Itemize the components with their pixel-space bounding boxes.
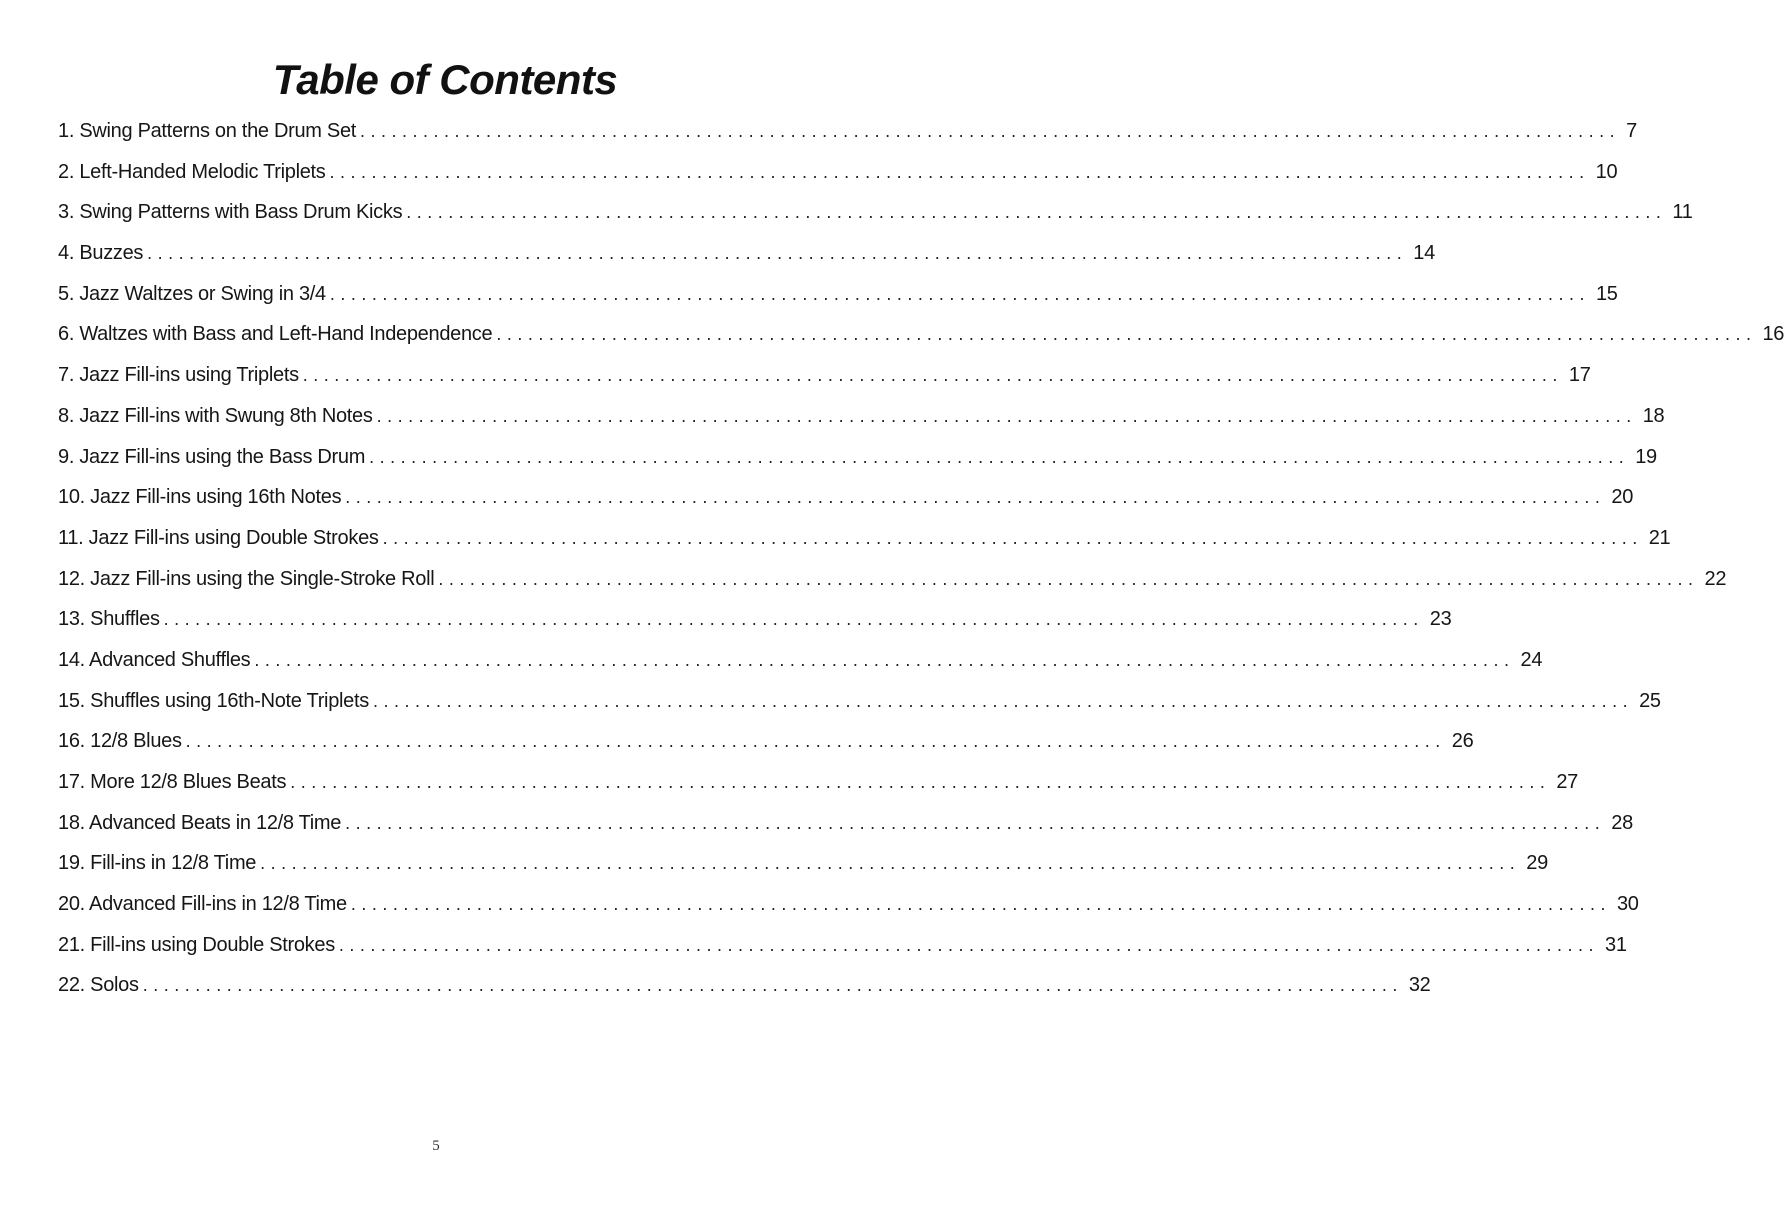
page-title: Table of Contents: [272, 56, 618, 103]
toc-entry-label: 6. Waltzes with Bass and Left-Hand Independence: [58, 323, 493, 346]
toc-entry: [58, 518, 1671, 559]
toc-entry: [58, 681, 1661, 722]
toc-entry: [58, 477, 1634, 518]
toc-entry-label: 11. Jazz Fill-ins using Double Strokes: [58, 526, 379, 549]
toc-entry: [58, 396, 1665, 437]
dot-leader: ........................................................................................................................: [260, 853, 1521, 874]
toc-entry-page: 32: [1408, 974, 1431, 997]
toc-entry: [58, 274, 1618, 315]
toc-entry-page: 7: [1626, 120, 1637, 142]
toc-entry-label: 8. Jazz Fill-ins with Swung 8th Notes: [58, 404, 373, 427]
dot-leader: ........................................................................................................................: [338, 934, 1600, 955]
toc-entry: [58, 437, 1657, 478]
dot-leader: ........................................................................................................................: [372, 690, 1634, 711]
page-number: 5: [432, 1138, 440, 1154]
toc-entry-label: 16. 12/8 Blues: [58, 730, 182, 753]
toc-entry-page: 18: [1642, 404, 1665, 427]
dot-leader: ........................................................................................................................: [163, 609, 1424, 630]
dot-leader: ........................................................................................................................: [142, 975, 1403, 996]
toc-entry-page: 24: [1520, 648, 1543, 671]
dot-leader: ........................................................................................................................: [360, 121, 1621, 141]
dot-leader: ........................................................................................................................: [345, 487, 1606, 508]
toc-entry-page: 10: [1595, 160, 1618, 183]
dot-leader: ........................................................................................................................: [290, 772, 1551, 792]
toc-entry-page: 26: [1451, 730, 1474, 753]
dot-leader: ........................................................................................................................: [329, 283, 1590, 304]
toc-entry-page: 30: [1616, 893, 1639, 916]
dot-leader: ........................................................................................................................: [254, 649, 1515, 670]
toc-entry-page: 17: [1568, 364, 1591, 387]
toc-entry-label: 9. Jazz Fill-ins using the Bass Drum: [58, 445, 366, 468]
dot-leader: ........................................................................................................................: [302, 365, 1563, 386]
toc-entry: [58, 843, 1548, 884]
dot-leader: ........................................................................................................................: [438, 568, 1699, 589]
toc-entry-label: 12. Jazz Fill-ins using the Single-Stroke Roll: [58, 567, 435, 590]
toc-entry: [58, 233, 1435, 274]
dot-leader: ........................................................................................................................: [369, 446, 1630, 467]
toc-entry-page: 19: [1635, 445, 1657, 468]
table-of-contents: [58, 111, 1784, 1006]
toc-entry-page: 23: [1429, 608, 1452, 631]
toc-entry: [58, 559, 1727, 600]
toc-entry: [58, 640, 1543, 681]
dot-leader: ........................................................................................................................: [376, 405, 1637, 426]
toc-entry-label: 15. Shuffles using 16th-Note Triplets: [58, 689, 369, 712]
toc-entry: [58, 152, 1618, 193]
dot-leader: ........................................................................................................................: [329, 161, 1590, 182]
toc-entry: [58, 925, 1627, 966]
toc-entry-page: 28: [1611, 811, 1633, 834]
toc-entry-page: 27: [1556, 771, 1578, 793]
toc-entry-label: 13. Shuffles: [58, 608, 160, 631]
dot-leader: ........................................................................................................................: [382, 527, 1643, 548]
toc-entry-label: 7. Jazz Fill-ins using Triplets: [58, 364, 299, 387]
toc-entry-label: 19. Fill-ins in 12/8 Time: [58, 852, 257, 875]
dot-leader: ........................................................................................................................: [406, 202, 1667, 223]
dot-leader: ........................................................................................................................: [345, 812, 1606, 833]
toc-entry-label: 2. Left-Handed Melodic Triplets: [58, 160, 326, 183]
toc-entry: [58, 192, 1693, 233]
toc-entry-label: 21. Fill-ins using Double Strokes: [58, 933, 335, 956]
toc-entry-label: 1. Swing Patterns on the Drum Set: [58, 120, 357, 142]
toc-entry-label: 18. Advanced Beats in 12/8 Time: [58, 811, 342, 834]
dot-leader: ........................................................................................................................: [350, 894, 1611, 915]
toc-entry-label: 22. Solos: [58, 974, 139, 997]
toc-entry-page: 25: [1639, 689, 1661, 712]
toc-entry: [58, 762, 1578, 803]
toc-entry: [58, 965, 1431, 1006]
toc-entry-label: 14. Advanced Shuffles: [58, 648, 251, 671]
toc-entry-page: 15: [1595, 282, 1618, 305]
toc-entry: [58, 314, 1784, 355]
toc-entry-label: 10. Jazz Fill-ins using 16th Notes: [58, 486, 342, 509]
toc-entry-page: 21: [1648, 526, 1671, 549]
toc-entry: [58, 803, 1633, 844]
dot-leader: ........................................................................................................................: [496, 324, 1757, 345]
toc-entry-page: 31: [1605, 933, 1627, 956]
dot-leader: ........................................................................................................................: [147, 243, 1408, 264]
toc-entry-page: 29: [1526, 852, 1548, 875]
toc-entry: [58, 599, 1452, 640]
toc-entry-label: 5. Jazz Waltzes or Swing in 3/4: [58, 282, 326, 305]
toc-entry-label: 3. Swing Patterns with Bass Drum Kicks: [58, 201, 403, 224]
toc-entry: [58, 721, 1474, 762]
toc-entry-label: 17. More 12/8 Blues Beats: [58, 771, 287, 793]
toc-entry: [58, 355, 1591, 396]
toc-entry-page: 16: [1762, 323, 1784, 346]
toc-entry: [58, 884, 1639, 925]
toc-entry-label: 4. Buzzes: [58, 242, 144, 265]
toc-entry-page: 11: [1672, 201, 1693, 224]
toc-entry-page: 20: [1611, 486, 1634, 509]
dot-leader: ........................................................................................................................: [185, 731, 1446, 752]
toc-entry: [58, 111, 1637, 152]
toc-entry-label: 20. Advanced Fill-ins in 12/8 Time: [58, 893, 347, 916]
toc-entry-page: 22: [1704, 567, 1727, 590]
toc-entry-page: 14: [1413, 242, 1435, 265]
